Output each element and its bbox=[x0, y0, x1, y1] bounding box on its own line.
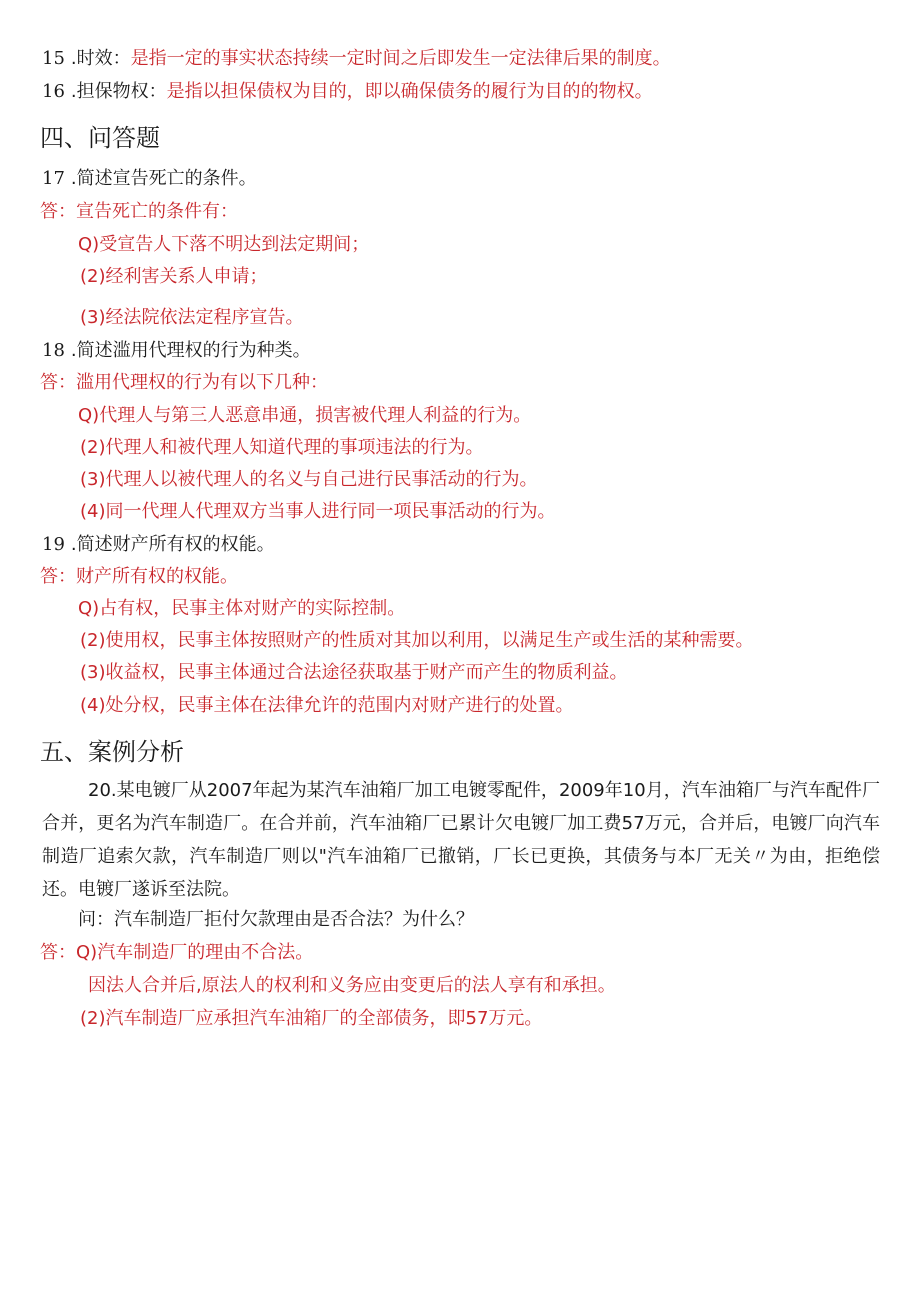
item-number: 16 bbox=[42, 81, 65, 102]
definition-15 bbox=[42, 48, 671, 70]
answer-19-item-2: (2)使用权，民事主体按照财产的性质对其加以利用，以满足生产或生活的某种需要。 bbox=[80, 630, 754, 651]
question-text: .简述宣告死亡的条件。 bbox=[70, 168, 257, 189]
question-18 bbox=[42, 340, 311, 362]
case-20-question: 问：汽车制造厂拒付欠款理由是否合法？为什么？ bbox=[78, 909, 474, 930]
answer-17-intro: 答：宣告死亡的条件有： bbox=[40, 201, 238, 222]
section-heading-case: 五、案例分析 bbox=[40, 738, 184, 766]
case-20-paragraph: 20.某电镀厂从2007年起为某汽车油箱厂加工电镀零配件，2009年10月，汽车油箱厂与汽车配件厂合并，更名为汽车制造厂。在合并前，汽车油箱厂已累计欠电镀厂加工费57万元，合并后，电镀厂向汽车制造厂追索欠款，汽车制造厂则以"汽车油箱厂已撤销，厂长已更换，其债务与本厂无关〃为由，拒绝偿还。电镀厂遂诉至法院。 bbox=[42, 780, 880, 900]
answer-18-item-3: (3)代理人以被代理人的名义与自己进行民事活动的行为。 bbox=[80, 469, 538, 490]
item-number: 19 bbox=[42, 534, 65, 555]
question-17 bbox=[42, 168, 257, 190]
answer-19-item-4: (4)处分权，民事主体在法律允许的范围内对财产进行的处置。 bbox=[80, 695, 574, 716]
definition-term: .时效： bbox=[70, 48, 131, 69]
question-text: .简述财产所有权的权能。 bbox=[70, 534, 275, 555]
answer-18-item-1: Q)代理人与第三人恶意串通，损害被代理人利益的行为。 bbox=[78, 405, 532, 426]
case-20-answer-reason: 因法人合并后,原法人的权利和义务应由变更后的法人享有和承担。 bbox=[88, 975, 616, 996]
answer-17-item-1: Q)受宣告人下落不明达到法定期间； bbox=[78, 234, 370, 255]
answer-17-item-2: (2)经利害关系人申请； bbox=[80, 266, 268, 287]
answer-17-item-3: (3)经法院依法定程序宣告。 bbox=[80, 307, 304, 328]
item-number: 18 bbox=[42, 340, 65, 361]
definition-16 bbox=[42, 81, 653, 103]
item-number: 15 bbox=[42, 48, 65, 69]
definition-text: 是指以担保债权为目的，即以确保债务的履行为目的的物权。 bbox=[166, 81, 653, 102]
answer-19-item-3: (3)收益权，民事主体通过合法途径获取基于财产而产生的物质利益。 bbox=[80, 662, 628, 683]
answer-18-intro: 答：滥用代理权的行为有以下几种： bbox=[40, 372, 328, 393]
answer-19-item-1: Q)占有权，民事主体对财产的实际控制。 bbox=[78, 598, 406, 619]
case-20-answer-2: (2)汽车制造厂应承担汽车油箱厂的全部债务，即57万元。 bbox=[80, 1008, 543, 1029]
question-text: .简述滥用代理权的行为种类。 bbox=[70, 340, 311, 361]
answer-18-item-4: (4)同一代理人代理双方当事人进行同一项民事活动的行为。 bbox=[80, 501, 556, 522]
answer-19-intro: 答：财产所有权的权能。 bbox=[40, 566, 238, 587]
case-20-answer-1: 答：Q)汽车制造厂的理由不合法。 bbox=[40, 942, 314, 963]
section-heading-qa: 四、问答题 bbox=[40, 124, 160, 152]
definition-term: .担保物权： bbox=[70, 81, 167, 102]
definition-text: 是指一定的事实状态持续一定时间之后即发生一定法律后果的制度。 bbox=[130, 48, 671, 69]
answer-18-item-2: (2)代理人和被代理人知道代理的事项违法的行为。 bbox=[80, 437, 484, 458]
question-19 bbox=[42, 534, 275, 556]
item-number: 17 bbox=[42, 168, 65, 189]
